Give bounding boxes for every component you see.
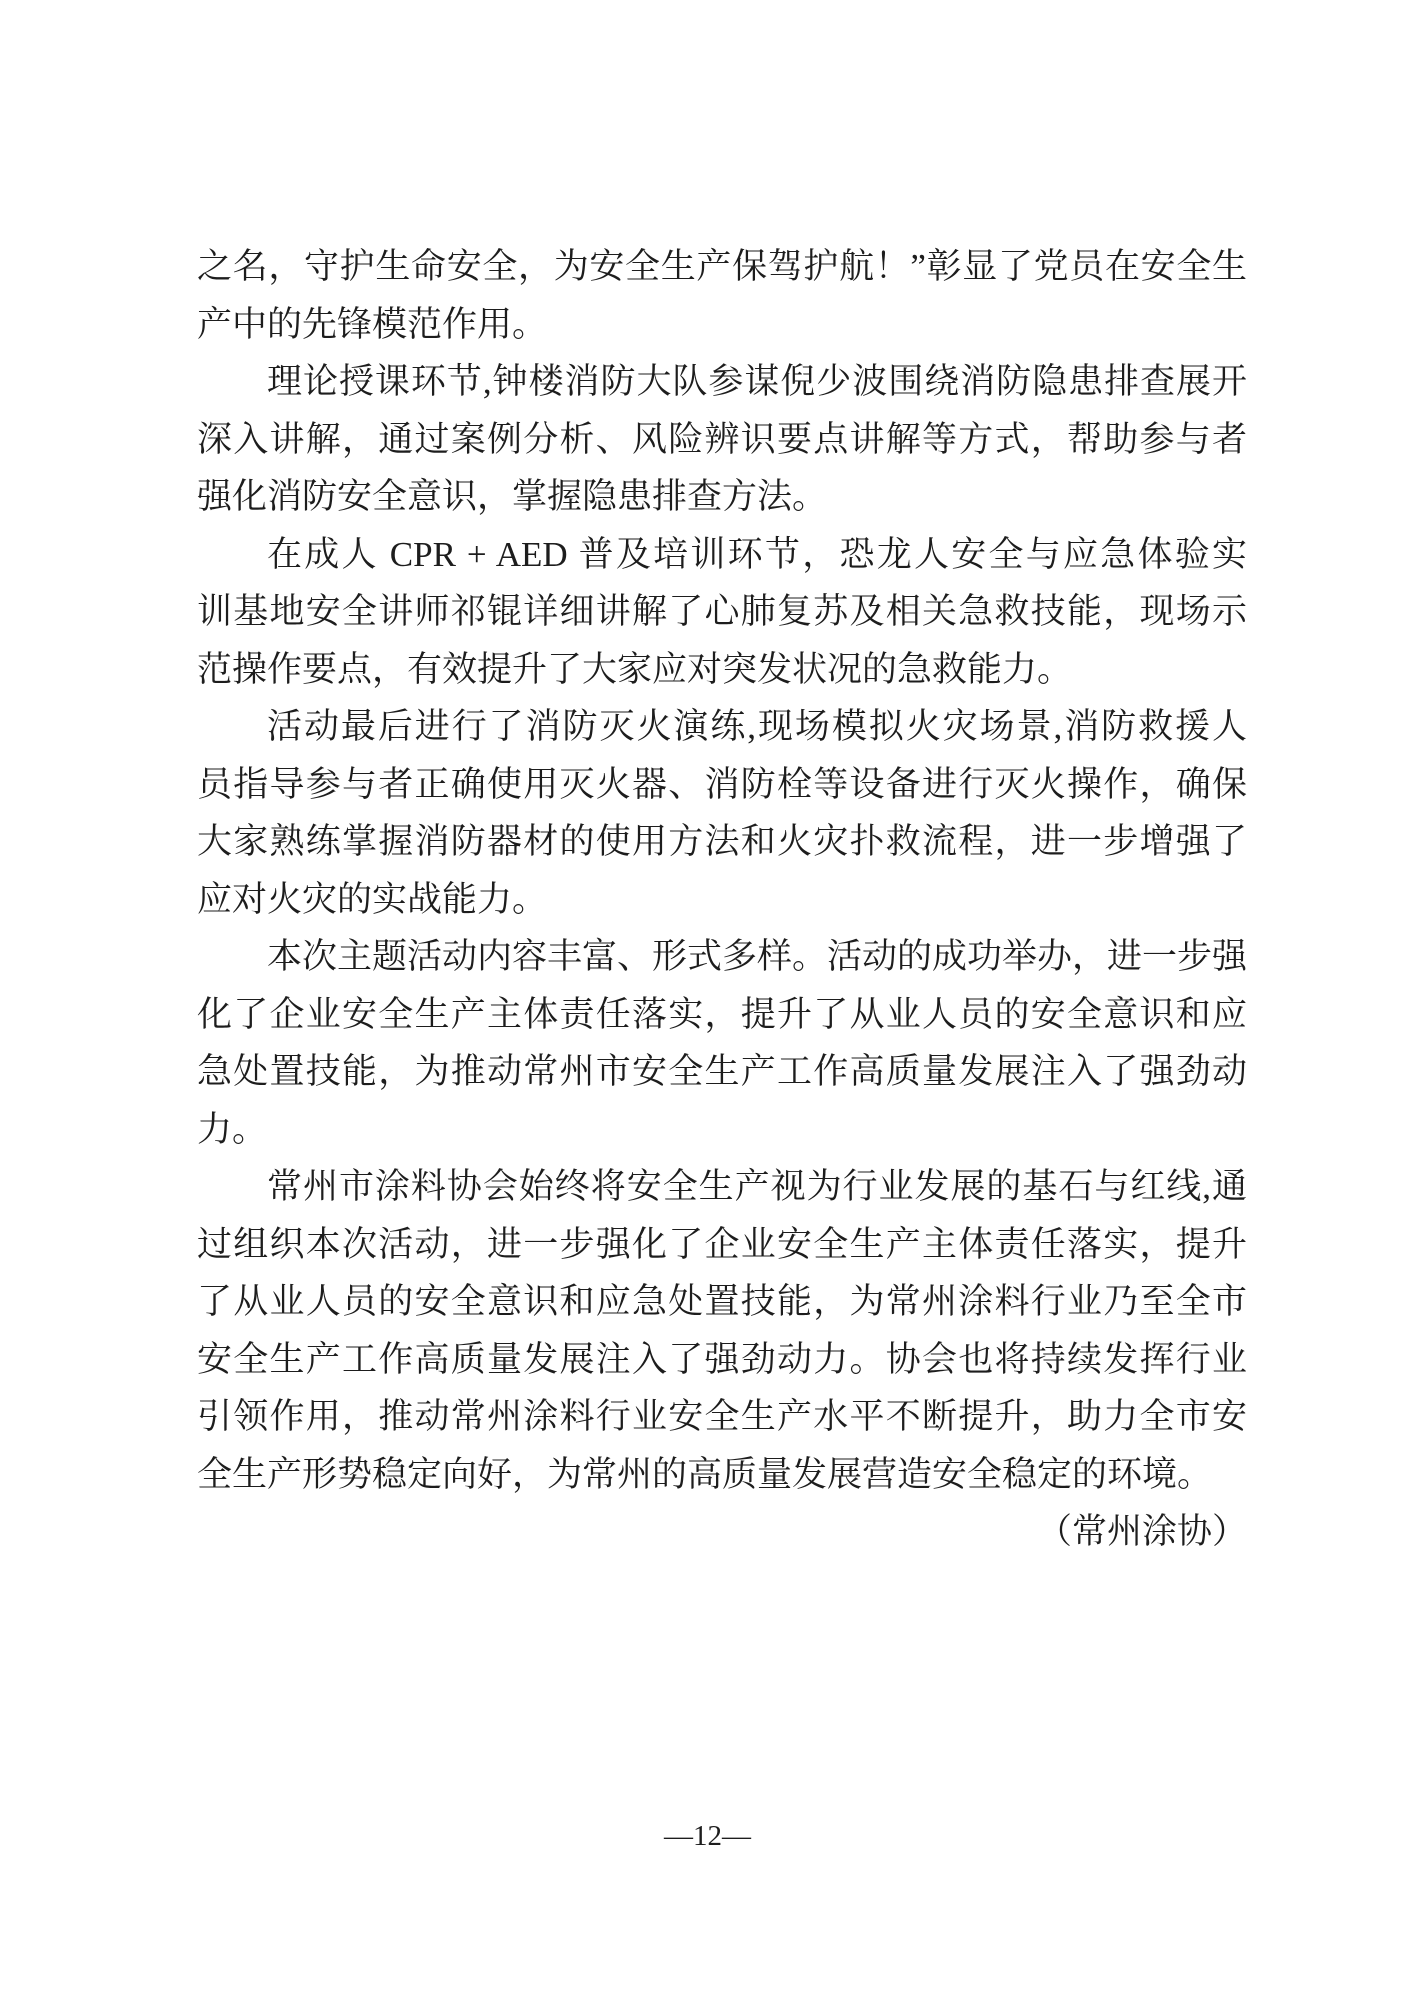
text-line: 之名，守护生命安全，为安全生产保驾护航！”彰显了党员在安全生	[197, 247, 1247, 286]
signature: （常州涂协）	[1036, 1512, 1247, 1551]
text-line: 员指导参与者正确使用灭火器、消防栓等设备进行灭火操作，确保	[197, 764, 1247, 804]
text-line: 应对火灾的实战能力。	[197, 879, 548, 919]
text-line: 训基地安全讲师祁锟详细讲解了心肺复苏及相关急救技能，现场示	[197, 592, 1247, 631]
text-line: 化了企业安全生产主体责任落实，提升了从业人员的安全意识和应	[197, 994, 1247, 1034]
text-line: 急处置技能，为推动常州市安全生产工作高质量发展注入了强劲动	[197, 1052, 1247, 1091]
text-line: 常州市涂料协会始终将安全生产视为行业发展的基石与红线,通	[267, 1167, 1247, 1206]
text-line: 大家熟练掌握消防器材的使用方法和火灾扑救流程，进一步增强了	[197, 822, 1247, 861]
text-line: 理论授课环节,钟楼消防大队参谋倪少波围绕消防隐患排查展开	[267, 362, 1247, 401]
text-line: 强化消防安全意识，掌握隐患排查方法。	[197, 477, 828, 516]
text-line: 范操作要点，有效提升了大家应对突发状况的急救能力。	[197, 649, 1073, 689]
text-line: 力。	[197, 1109, 268, 1149]
text-line: 在成人 CPR + AED 普及培训环节，恐龙人安全与应急体验实	[267, 534, 1247, 574]
body-text	[197, 238, 1247, 1561]
text-line: 引领作用，推动常州涂料行业安全生产水平不断提升，助力全市安	[197, 1397, 1247, 1436]
text-line: 活动最后进行了消防灭火演练,现场模拟火灾场景,消防救援人	[267, 707, 1247, 746]
text-line: 过组织本次活动，进一步强化了企业安全生产主体责任落实，提升	[197, 1224, 1247, 1264]
page-number: —12—	[664, 1820, 751, 1852]
text-line: 深入讲解，通过案例分析、风险辨识要点讲解等方式，帮助参与者	[197, 419, 1247, 459]
text-line: 本次主题活动内容丰富、形式多样。活动的成功举办，进一步强	[267, 937, 1248, 976]
text-line: 了从业人员的安全意识和应急处置技能，为常州涂料行业乃至全市	[197, 1282, 1247, 1321]
text-line: 安全生产工作高质量发展注入了强劲动力。协会也将持续发挥行业	[197, 1339, 1247, 1379]
text-line: 全生产形势稳定向好，为常州的高质量发展营造安全稳定的环境。	[197, 1454, 1213, 1494]
text-line: 产中的先锋模范作用。	[197, 304, 548, 344]
